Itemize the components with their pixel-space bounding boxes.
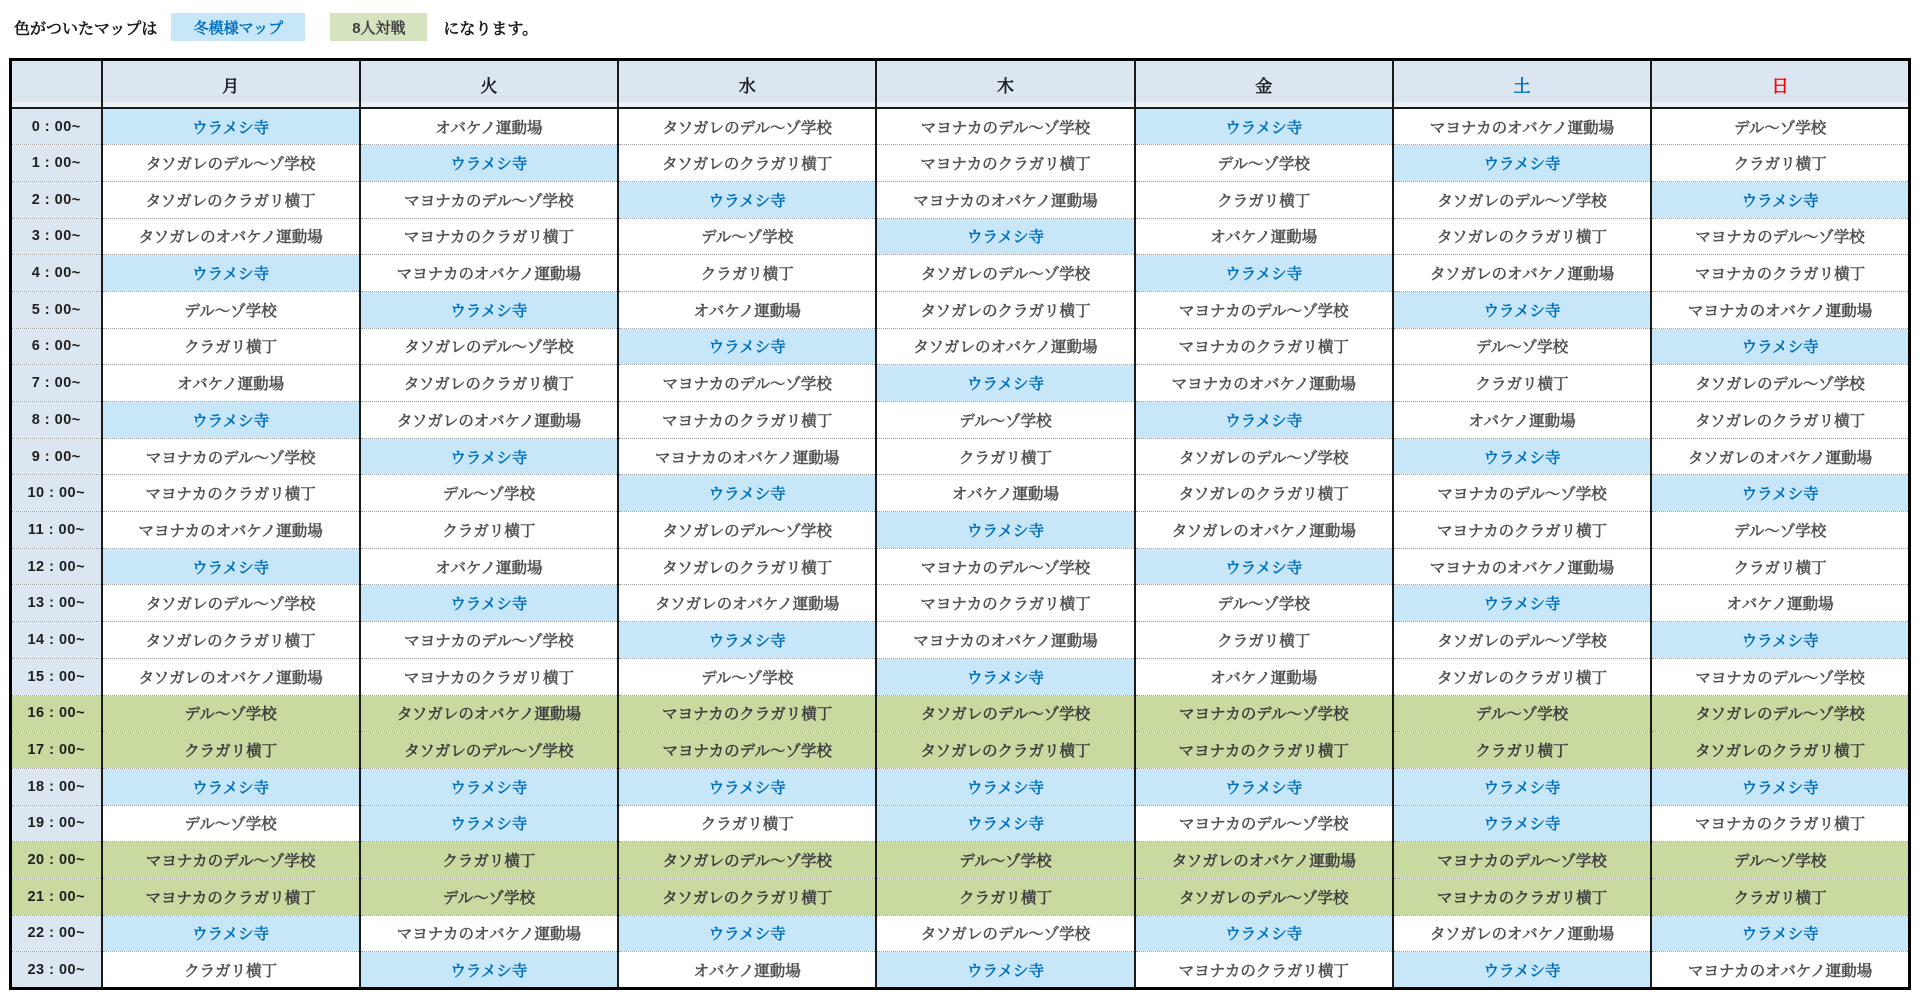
schedule-row bbox=[11, 291, 1910, 328]
schedule-cell: タソガレのオバケノ運動場 bbox=[102, 218, 360, 255]
schedule-cell: タソガレのデル～ゾ学校 bbox=[618, 842, 876, 879]
schedule-cell: タソガレのクラガリ横丁 bbox=[102, 181, 360, 218]
schedule-cell: デル～ゾ学校 bbox=[618, 218, 876, 255]
schedule-cell: ウラメシ寺 bbox=[876, 805, 1134, 842]
schedule-cell: オバケノ運動場 bbox=[1393, 402, 1651, 439]
schedule-row bbox=[11, 695, 1910, 732]
schedule-cell: デル～ゾ学校 bbox=[618, 658, 876, 695]
schedule-cell: マヨナカのデル～ゾ学校 bbox=[1135, 291, 1393, 328]
schedule-cell: ウラメシ寺 bbox=[1651, 768, 1909, 805]
time-label: 18 : 00~ bbox=[11, 768, 102, 805]
schedule-cell: ウラメシ寺 bbox=[360, 805, 618, 842]
schedule-cell: ウラメシ寺 bbox=[1135, 255, 1393, 292]
schedule-cell: デル～ゾ学校 bbox=[1651, 108, 1909, 145]
schedule-cell: ウラメシ寺 bbox=[618, 622, 876, 659]
schedule-header bbox=[11, 60, 1910, 109]
time-label: 4 : 00~ bbox=[11, 255, 102, 292]
time-label: 17 : 00~ bbox=[11, 732, 102, 769]
schedule-cell: マヨナカのクラガリ横丁 bbox=[102, 475, 360, 512]
time-label: 20 : 00~ bbox=[11, 842, 102, 879]
eight-player-chip: 8人対戦 bbox=[330, 13, 427, 41]
schedule-cell: マヨナカのクラガリ横丁 bbox=[102, 878, 360, 915]
schedule-cell: ウラメシ寺 bbox=[618, 475, 876, 512]
schedule-cell: マヨナカのクラガリ横丁 bbox=[360, 218, 618, 255]
schedule-cell: ウラメシ寺 bbox=[1135, 108, 1393, 145]
schedule-cell: タソガレのクラガリ横丁 bbox=[618, 878, 876, 915]
schedule-row bbox=[11, 475, 1910, 512]
schedule-cell: タソガレのクラガリ横丁 bbox=[360, 365, 618, 402]
schedule-cell: デル～ゾ学校 bbox=[1651, 512, 1909, 549]
time-label: 6 : 00~ bbox=[11, 328, 102, 365]
schedule-cell: タソガレのオバケノ運動場 bbox=[1651, 438, 1909, 475]
schedule-cell: タソガレのクラガリ横丁 bbox=[1393, 218, 1651, 255]
schedule-row bbox=[11, 805, 1910, 842]
schedule-cell: クラガリ横丁 bbox=[1393, 365, 1651, 402]
schedule-row bbox=[11, 658, 1910, 695]
schedule-cell: マヨナカのオバケノ運動場 bbox=[1651, 291, 1909, 328]
schedule-row bbox=[11, 768, 1910, 805]
schedule-cell: ウラメシ寺 bbox=[1651, 328, 1909, 365]
schedule-cell: タソガレのデル～ゾ学校 bbox=[1393, 181, 1651, 218]
time-label: 15 : 00~ bbox=[11, 658, 102, 695]
schedule-cell: タソガレのクラガリ横丁 bbox=[876, 291, 1134, 328]
schedule-cell: マヨナカのクラガリ横丁 bbox=[1393, 512, 1651, 549]
schedule-cell: ウラメシ寺 bbox=[618, 768, 876, 805]
time-label: 2 : 00~ bbox=[11, 181, 102, 218]
schedule-cell: タソガレのデル～ゾ学校 bbox=[360, 328, 618, 365]
schedule-cell: タソガレのデル～ゾ学校 bbox=[876, 255, 1134, 292]
schedule-cell: クラガリ横丁 bbox=[360, 842, 618, 879]
schedule-cell: クラガリ横丁 bbox=[360, 512, 618, 549]
schedule-cell: ウラメシ寺 bbox=[1393, 145, 1651, 182]
day-header-5: 金 bbox=[1135, 60, 1393, 109]
time-label: 19 : 00~ bbox=[11, 805, 102, 842]
schedule-cell: マヨナカのデル～ゾ学校 bbox=[102, 842, 360, 879]
schedule-cell: ウラメシ寺 bbox=[876, 218, 1134, 255]
schedule-row bbox=[11, 328, 1910, 365]
schedule-cell: クラガリ横丁 bbox=[1651, 878, 1909, 915]
schedule-row bbox=[11, 145, 1910, 182]
schedule-cell: マヨナカのデル～ゾ学校 bbox=[1135, 805, 1393, 842]
schedule-cell: マヨナカのクラガリ横丁 bbox=[618, 695, 876, 732]
schedule-cell: マヨナカのデル～ゾ学校 bbox=[1393, 475, 1651, 512]
schedule-cell: デル～ゾ学校 bbox=[102, 291, 360, 328]
schedule-cell: ウラメシ寺 bbox=[1651, 622, 1909, 659]
schedule-body bbox=[11, 108, 1910, 989]
schedule-row bbox=[11, 512, 1910, 549]
day-header-7: 日 bbox=[1651, 60, 1909, 109]
schedule-cell: タソガレのデル～ゾ学校 bbox=[876, 915, 1134, 952]
schedule-cell: タソガレのデル～ゾ学校 bbox=[1135, 878, 1393, 915]
schedule-cell: クラガリ横丁 bbox=[1393, 732, 1651, 769]
schedule-cell: デル～ゾ学校 bbox=[1393, 328, 1651, 365]
schedule-cell: デル～ゾ学校 bbox=[1135, 585, 1393, 622]
schedule-cell: マヨナカのデル～ゾ学校 bbox=[360, 622, 618, 659]
time-label: 8 : 00~ bbox=[11, 402, 102, 439]
time-label: 22 : 00~ bbox=[11, 915, 102, 952]
schedule-cell: タソガレのオバケノ運動場 bbox=[1135, 842, 1393, 879]
schedule-cell: ウラメシ寺 bbox=[102, 548, 360, 585]
schedule-cell: デル～ゾ学校 bbox=[1393, 695, 1651, 732]
schedule-row bbox=[11, 218, 1910, 255]
schedule-cell: マヨナカのオバケノ運動場 bbox=[876, 181, 1134, 218]
schedule-cell: ウラメシ寺 bbox=[1393, 585, 1651, 622]
schedule-cell: デル～ゾ学校 bbox=[102, 695, 360, 732]
schedule-cell: マヨナカのデル～ゾ学校 bbox=[1393, 842, 1651, 879]
schedule-cell: マヨナカのデル～ゾ学校 bbox=[876, 548, 1134, 585]
schedule-cell: マヨナカのクラガリ横丁 bbox=[876, 585, 1134, 622]
time-label: 7 : 00~ bbox=[11, 365, 102, 402]
schedule-cell: タソガレのデル～ゾ学校 bbox=[1135, 438, 1393, 475]
schedule-cell: ウラメシ寺 bbox=[876, 952, 1134, 989]
schedule-cell: ウラメシ寺 bbox=[360, 952, 618, 989]
time-label: 23 : 00~ bbox=[11, 952, 102, 989]
schedule-cell: タソガレのクラガリ横丁 bbox=[876, 732, 1134, 769]
schedule-cell: ウラメシ寺 bbox=[1135, 915, 1393, 952]
schedule-row bbox=[11, 365, 1910, 402]
schedule-cell: ウラメシ寺 bbox=[1393, 805, 1651, 842]
schedule-cell: ウラメシ寺 bbox=[360, 145, 618, 182]
schedule-cell: ウラメシ寺 bbox=[618, 328, 876, 365]
schedule-row bbox=[11, 952, 1910, 989]
schedule-cell: マヨナカのデル～ゾ学校 bbox=[1135, 695, 1393, 732]
schedule-cell: ウラメシ寺 bbox=[102, 915, 360, 952]
schedule-cell: ウラメシ寺 bbox=[1393, 768, 1651, 805]
schedule-cell: タソガレのオバケノ運動場 bbox=[618, 585, 876, 622]
schedule-cell: タソガレのオバケノ運動場 bbox=[1393, 915, 1651, 952]
schedule-cell: マヨナカのデル～ゾ学校 bbox=[360, 181, 618, 218]
schedule-cell: ウラメシ寺 bbox=[102, 402, 360, 439]
schedule-cell: ウラメシ寺 bbox=[360, 585, 618, 622]
schedule-cell: デル～ゾ学校 bbox=[876, 402, 1134, 439]
schedule-cell: デル～ゾ学校 bbox=[1651, 842, 1909, 879]
schedule-cell: ウラメシ寺 bbox=[876, 365, 1134, 402]
schedule-cell: タソガレのデル～ゾ学校 bbox=[1651, 695, 1909, 732]
schedule-cell: ウラメシ寺 bbox=[1135, 548, 1393, 585]
header-row bbox=[11, 60, 1910, 109]
schedule-cell: マヨナカのオバケノ運動場 bbox=[360, 915, 618, 952]
schedule-cell: デル～ゾ学校 bbox=[360, 878, 618, 915]
schedule-cell: マヨナカのオバケノ運動場 bbox=[1135, 365, 1393, 402]
corner-cell bbox=[11, 60, 102, 109]
schedule-cell: マヨナカのクラガリ横丁 bbox=[618, 402, 876, 439]
schedule-cell: タソガレのクラガリ横丁 bbox=[102, 622, 360, 659]
schedule-cell: デル～ゾ学校 bbox=[1135, 145, 1393, 182]
schedule-cell: ウラメシ寺 bbox=[360, 291, 618, 328]
schedule-cell: デル～ゾ学校 bbox=[102, 805, 360, 842]
schedule-cell: タソガレのオバケノ運動場 bbox=[360, 695, 618, 732]
schedule-cell: ウラメシ寺 bbox=[1135, 402, 1393, 439]
schedule-cell: タソガレのオバケノ運動場 bbox=[876, 328, 1134, 365]
schedule-cell: クラガリ横丁 bbox=[618, 805, 876, 842]
schedule-cell: タソガレのクラガリ横丁 bbox=[1651, 402, 1909, 439]
time-label: 16 : 00~ bbox=[11, 695, 102, 732]
schedule-cell: ウラメシ寺 bbox=[1393, 438, 1651, 475]
schedule-cell: クラガリ横丁 bbox=[876, 438, 1134, 475]
schedule-cell: ウラメシ寺 bbox=[1651, 181, 1909, 218]
schedule-cell: クラガリ横丁 bbox=[102, 328, 360, 365]
time-label: 12 : 00~ bbox=[11, 548, 102, 585]
schedule-row bbox=[11, 622, 1910, 659]
schedule-row bbox=[11, 842, 1910, 879]
schedule-cell: オバケノ運動場 bbox=[102, 365, 360, 402]
schedule-cell: デル～ゾ学校 bbox=[360, 475, 618, 512]
schedule-cell: マヨナカのクラガリ横丁 bbox=[1135, 732, 1393, 769]
schedule-cell: ウラメシ寺 bbox=[876, 512, 1134, 549]
schedule-cell: オバケノ運動場 bbox=[618, 291, 876, 328]
schedule-cell: マヨナカのデル～ゾ学校 bbox=[876, 108, 1134, 145]
schedule-row bbox=[11, 402, 1910, 439]
schedule-cell: タソガレのクラガリ横丁 bbox=[618, 548, 876, 585]
schedule-cell: マヨナカのオバケノ運動場 bbox=[102, 512, 360, 549]
schedule-cell: クラガリ横丁 bbox=[102, 732, 360, 769]
schedule-cell: ウラメシ寺 bbox=[102, 108, 360, 145]
schedule-cell: ウラメシ寺 bbox=[1393, 952, 1651, 989]
schedule-cell: マヨナカのデル～ゾ学校 bbox=[1651, 218, 1909, 255]
map-schedule-table bbox=[9, 58, 1911, 990]
schedule-cell: マヨナカのクラガリ横丁 bbox=[1393, 878, 1651, 915]
schedule-cell: マヨナカのオバケノ運動場 bbox=[360, 255, 618, 292]
schedule-row bbox=[11, 878, 1910, 915]
time-label: 11 : 00~ bbox=[11, 512, 102, 549]
time-label: 5 : 00~ bbox=[11, 291, 102, 328]
schedule-cell: タソガレのオバケノ運動場 bbox=[1393, 255, 1651, 292]
schedule-cell: マヨナカのクラガリ横丁 bbox=[1651, 255, 1909, 292]
time-label: 0 : 00~ bbox=[11, 108, 102, 145]
schedule-cell: ウラメシ寺 bbox=[1393, 291, 1651, 328]
schedule-cell: マヨナカのクラガリ横丁 bbox=[1135, 952, 1393, 989]
time-label: 9 : 00~ bbox=[11, 438, 102, 475]
schedule-cell: オバケノ運動場 bbox=[618, 952, 876, 989]
schedule-cell: タソガレのクラガリ横丁 bbox=[618, 145, 876, 182]
schedule-cell: ウラメシ寺 bbox=[1135, 768, 1393, 805]
schedule-cell: マヨナカのデル～ゾ学校 bbox=[102, 438, 360, 475]
schedule-row bbox=[11, 438, 1910, 475]
schedule-row bbox=[11, 255, 1910, 292]
schedule-cell: マヨナカのクラガリ横丁 bbox=[360, 658, 618, 695]
time-label: 1 : 00~ bbox=[11, 145, 102, 182]
schedule-cell: マヨナカのオバケノ運動場 bbox=[876, 622, 1134, 659]
schedule-cell: タソガレのデル～ゾ学校 bbox=[618, 512, 876, 549]
schedule-cell: マヨナカのクラガリ横丁 bbox=[1651, 805, 1909, 842]
schedule-cell: オバケノ運動場 bbox=[360, 548, 618, 585]
schedule-cell: タソガレのオバケノ運動場 bbox=[360, 402, 618, 439]
time-label: 10 : 00~ bbox=[11, 475, 102, 512]
schedule-cell: ウラメシ寺 bbox=[102, 768, 360, 805]
day-header-6: 土 bbox=[1393, 60, 1651, 109]
schedule-cell: タソガレのオバケノ運動場 bbox=[102, 658, 360, 695]
schedule-cell: オバケノ運動場 bbox=[1135, 658, 1393, 695]
schedule-cell: クラガリ横丁 bbox=[1135, 622, 1393, 659]
schedule-cell: クラガリ横丁 bbox=[102, 952, 360, 989]
time-label: 3 : 00~ bbox=[11, 218, 102, 255]
schedule-cell: クラガリ横丁 bbox=[1135, 181, 1393, 218]
schedule-cell: タソガレのクラガリ横丁 bbox=[1651, 732, 1909, 769]
schedule-cell: ウラメシ寺 bbox=[618, 915, 876, 952]
schedule-row bbox=[11, 585, 1910, 622]
schedule-cell: タソガレのクラガリ横丁 bbox=[1135, 475, 1393, 512]
time-label: 14 : 00~ bbox=[11, 622, 102, 659]
schedule-cell: タソガレのデル～ゾ学校 bbox=[102, 585, 360, 622]
schedule-cell: デル～ゾ学校 bbox=[876, 842, 1134, 879]
schedule-cell: クラガリ横丁 bbox=[876, 878, 1134, 915]
winter-map-chip: 冬模様マップ bbox=[171, 13, 305, 41]
schedule-cell: ウラメシ寺 bbox=[876, 768, 1134, 805]
schedule-row bbox=[11, 915, 1910, 952]
schedule-cell: クラガリ横丁 bbox=[1651, 548, 1909, 585]
time-label: 13 : 00~ bbox=[11, 585, 102, 622]
schedule-cell: タソガレのデル～ゾ学校 bbox=[1393, 622, 1651, 659]
schedule-cell: ウラメシ寺 bbox=[618, 181, 876, 218]
schedule-cell: タソガレのデル～ゾ学校 bbox=[102, 145, 360, 182]
schedule-cell: タソガレのデル～ゾ学校 bbox=[618, 108, 876, 145]
schedule-cell: マヨナカのオバケノ運動場 bbox=[1651, 952, 1909, 989]
legend-suffix: になります。 bbox=[443, 20, 539, 38]
day-header-4: 木 bbox=[876, 60, 1134, 109]
schedule-cell: マヨナカのクラガリ横丁 bbox=[1135, 328, 1393, 365]
schedule-cell: オバケノ運動場 bbox=[1651, 585, 1909, 622]
schedule-cell: タソガレのデル～ゾ学校 bbox=[1651, 365, 1909, 402]
schedule-cell: マヨナカのオバケノ運動場 bbox=[1393, 108, 1651, 145]
schedule-row bbox=[11, 732, 1910, 769]
schedule-cell: ウラメシ寺 bbox=[1651, 475, 1909, 512]
schedule-cell: タソガレのデル～ゾ学校 bbox=[360, 732, 618, 769]
schedule-row bbox=[11, 548, 1910, 585]
day-header-1: 月 bbox=[102, 60, 360, 109]
schedule-cell: マヨナカのデル～ゾ学校 bbox=[618, 365, 876, 402]
day-header-3: 水 bbox=[618, 60, 876, 109]
schedule-cell: マヨナカのデル～ゾ学校 bbox=[1651, 658, 1909, 695]
schedule-cell: オバケノ運動場 bbox=[1135, 218, 1393, 255]
schedule-row bbox=[11, 108, 1910, 145]
schedule-cell: タソガレのクラガリ横丁 bbox=[1393, 658, 1651, 695]
schedule-cell: オバケノ運動場 bbox=[876, 475, 1134, 512]
schedule-cell: マヨナカのデル～ゾ学校 bbox=[618, 732, 876, 769]
schedule-cell: ウラメシ寺 bbox=[876, 658, 1134, 695]
schedule-cell: クラガリ横丁 bbox=[1651, 145, 1909, 182]
legend-note bbox=[14, 13, 538, 41]
day-header-2: 火 bbox=[360, 60, 618, 109]
schedule-cell: タソガレのオバケノ運動場 bbox=[1135, 512, 1393, 549]
schedule-cell: マヨナカのクラガリ横丁 bbox=[876, 145, 1134, 182]
schedule-cell: マヨナカのオバケノ運動場 bbox=[618, 438, 876, 475]
time-label: 21 : 00~ bbox=[11, 878, 102, 915]
schedule-row bbox=[11, 181, 1910, 218]
schedule-cell: ウラメシ寺 bbox=[1651, 915, 1909, 952]
schedule-cell: タソガレのデル～ゾ学校 bbox=[876, 695, 1134, 732]
legend-prefix: 色がついたマップは bbox=[14, 20, 158, 38]
schedule-cell: マヨナカのオバケノ運動場 bbox=[1393, 548, 1651, 585]
schedule-cell: ウラメシ寺 bbox=[360, 438, 618, 475]
schedule-cell: ウラメシ寺 bbox=[102, 255, 360, 292]
schedule-cell: クラガリ横丁 bbox=[618, 255, 876, 292]
schedule-cell: オバケノ運動場 bbox=[360, 108, 618, 145]
schedule-cell: ウラメシ寺 bbox=[360, 768, 618, 805]
